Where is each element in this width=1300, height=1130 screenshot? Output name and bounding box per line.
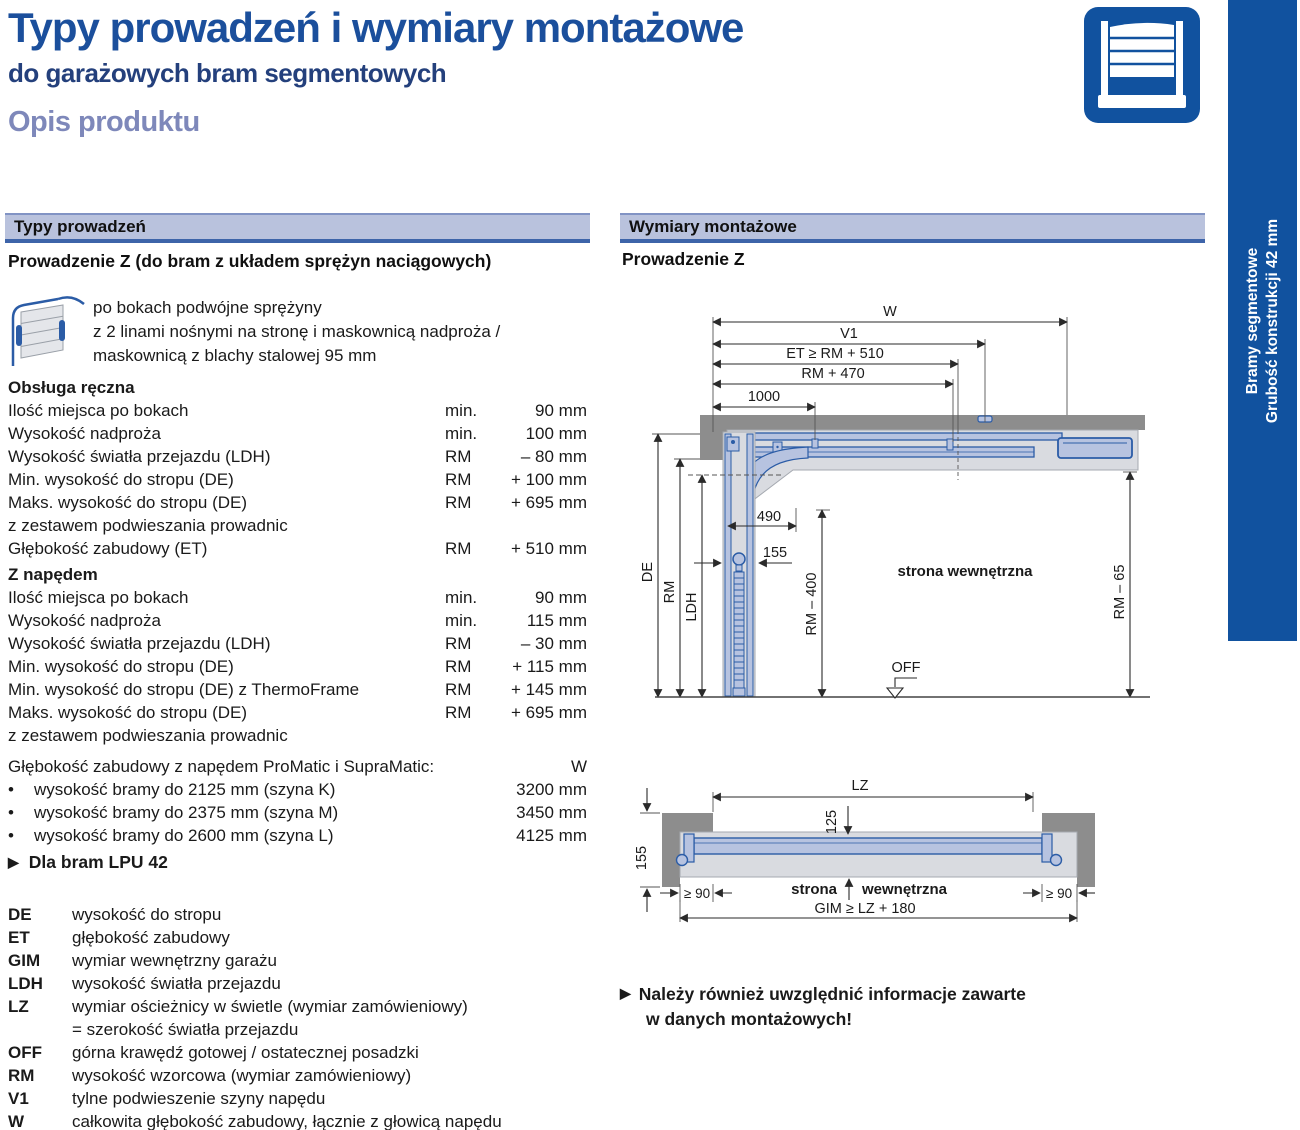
- legend-key: W: [8, 1112, 25, 1130]
- table-row: [8, 537, 587, 560]
- table-row-note: [8, 724, 587, 747]
- note-line1: [620, 982, 1180, 1007]
- row-ref: RM: [445, 634, 472, 653]
- legend-desc: górna krawędź gotowej / ostatecznej posadzki: [72, 1043, 419, 1062]
- installation-note: [620, 982, 1180, 1031]
- row-label: Wysokość światła przejazdu (LDH): [8, 447, 271, 466]
- bullet-icon: •: [8, 826, 14, 845]
- legend-row: [8, 995, 588, 1018]
- legend-desc: wymiar ościeżnicy w świetle (wymiar zamówieniowy): [72, 997, 468, 1016]
- garage-door-icon-svg: [1084, 7, 1200, 123]
- row-label: Min. wysokość do stropu (DE) z ThermoFrame: [8, 680, 360, 699]
- intro-text: [93, 296, 500, 368]
- legend-key: GIM: [8, 951, 41, 970]
- row-value: + 115 mm: [512, 657, 587, 676]
- bullet-icon: •: [8, 803, 14, 822]
- legend-key: DE: [8, 905, 32, 924]
- row-label: wysokość bramy do 2375 mm (szyna M): [34, 803, 339, 822]
- row-label: z zestawem podwieszania prowadnic: [8, 726, 288, 745]
- lpu-note-text: Dla bram LPU 42: [28, 852, 168, 872]
- legend-key: LZ: [8, 997, 29, 1016]
- row-value: 3200 mm: [516, 780, 587, 799]
- inner-side-label: strona wewnętrzna: [897, 563, 1033, 580]
- right-subheader: Prowadzenie Z: [622, 249, 745, 269]
- manual-spec-table: [8, 376, 587, 560]
- off-level-symbol: [887, 678, 917, 698]
- door-track-z-icon: [6, 292, 86, 372]
- side-view-svg: [630, 292, 1190, 712]
- door-track-z-icon-svg: [6, 292, 86, 372]
- row-value: 115 mm: [526, 611, 587, 630]
- legend-key: RM: [8, 1066, 35, 1085]
- row-ref: min.: [445, 611, 478, 630]
- row-value: – 30 mm: [520, 634, 587, 653]
- page-title: Typy prowadzeń i wymiary montażowe: [8, 4, 744, 51]
- table-row: [8, 491, 587, 514]
- row-label: Wysokość nadproża: [8, 611, 161, 630]
- dim-label-ge90-left: ≥ 90: [683, 886, 711, 901]
- legend-row: [8, 1087, 588, 1110]
- row-ref: min.: [445, 401, 478, 420]
- row-label: wysokość bramy do 2600 mm (szyna L): [34, 826, 334, 845]
- right-section-bar: Wymiary montażowe: [620, 213, 1205, 243]
- section-label: Opis produktu: [8, 106, 200, 138]
- side-tab-line2: Grubość konstrukcji 42 mm: [1263, 218, 1281, 423]
- powered-title: Z napędem: [8, 565, 98, 584]
- row-value: + 145 mm: [510, 680, 587, 699]
- row-ref: RM: [445, 447, 472, 466]
- intro-line3: maskownicą z blachy stalowej 95 mm: [93, 346, 377, 365]
- depth-row: [8, 801, 587, 824]
- row-ref: RM: [445, 680, 472, 699]
- row-ref: RM: [445, 493, 472, 512]
- legend-row: [8, 972, 588, 995]
- depth-intro: Głębokość zabudowy z napędem ProMatic i SupraMatic:: [8, 757, 435, 776]
- inner-plan-label-left: strona: [791, 881, 837, 898]
- table-row-note: [8, 514, 587, 537]
- side-tab-text: [1243, 218, 1283, 422]
- row-value: 4125 mm: [516, 826, 587, 845]
- row-value: + 695 mm: [510, 493, 587, 512]
- row-value: + 510 mm: [510, 539, 587, 558]
- door-panel-vertical: [723, 432, 755, 697]
- dim-label-de: DE: [640, 561, 656, 583]
- row-value: + 100 mm: [510, 470, 587, 489]
- dim-label-rm470: RM + 470: [801, 366, 865, 382]
- dim-label-155: 155: [762, 545, 788, 561]
- legend-key: LDH: [8, 974, 43, 993]
- operator-head: [1058, 438, 1132, 458]
- row-ref: RM: [445, 703, 472, 722]
- legend-desc: głębokość zabudowy: [72, 928, 230, 947]
- dim-label-1000: 1000: [747, 389, 781, 405]
- legend-desc: wysokość wzorcowa (wymiar zamówieniowy): [72, 1066, 412, 1085]
- row-label: Wysokość nadproża: [8, 424, 161, 443]
- lpu-note: [8, 852, 168, 873]
- inner-plan-label-right: wewnętrzna: [862, 881, 948, 898]
- dim-label-v1: V1: [840, 326, 858, 342]
- bullet-icon: •: [8, 780, 14, 799]
- legend-row: [8, 903, 588, 926]
- legend-key: ET: [8, 928, 30, 947]
- plan-view-drawing: [630, 772, 1190, 947]
- legend-row: [8, 949, 588, 972]
- depth-header-row: [8, 755, 587, 778]
- row-label: z zestawem podwieszania prowadnic: [8, 516, 288, 535]
- plan-view-svg: [630, 772, 1190, 947]
- dim-label-rm: RM: [662, 580, 678, 604]
- note-text1: Należy również uwzględnić informacje zawarte: [638, 984, 1026, 1004]
- table-row: [8, 609, 587, 632]
- row-value: 90 mm: [535, 588, 587, 607]
- legend-desc: wysokość do stropu: [72, 905, 222, 924]
- dim-label-rm400: RM – 400: [804, 572, 820, 636]
- dim-label-lz: LZ: [851, 778, 869, 794]
- powered-spec-table: [8, 563, 587, 747]
- legend-row: [8, 1041, 588, 1064]
- row-value: – 80 mm: [520, 447, 587, 466]
- legend-key: OFF: [8, 1043, 42, 1062]
- legend-row: [8, 1064, 588, 1087]
- dim-label-ge90-right: ≥ 90: [1045, 886, 1073, 901]
- table-row: [8, 678, 587, 701]
- legend-desc: wysokość światła przejazdu: [72, 974, 281, 993]
- row-label: Maks. wysokość do stropu (DE): [8, 703, 248, 722]
- table-row: [8, 655, 587, 678]
- legend-key: [8, 1018, 72, 1041]
- depth-col-label: W: [570, 757, 587, 776]
- row-label: Wysokość światła przejazdu (LDH): [8, 634, 271, 653]
- row-label: Głębokość zabudowy (ET): [8, 539, 208, 558]
- table-row: [8, 399, 587, 422]
- intro-line2: z 2 linami nośnymi na stronę i maskownicą nadproża /: [93, 322, 501, 341]
- row-label: Maks. wysokość do stropu (DE): [8, 493, 248, 512]
- off-label: OFF: [891, 660, 921, 676]
- dim-label-w: W: [883, 304, 897, 320]
- row-label: wysokość bramy do 2125 mm (szyna K): [34, 780, 336, 799]
- row-ref: RM: [445, 470, 472, 489]
- legend-list: [8, 903, 588, 1130]
- row-ref: min.: [445, 588, 478, 607]
- table-row: [8, 468, 587, 491]
- row-label: Ilość miejsca po bokach: [8, 588, 189, 607]
- manual-title: Obsługa ręczna: [8, 378, 135, 397]
- table-row: [8, 422, 587, 445]
- legend-row: [8, 1110, 588, 1130]
- table-row: [8, 445, 587, 468]
- dim-label-et: ET ≥ RM + 510: [786, 346, 884, 362]
- row-value: + 695 mm: [510, 703, 587, 722]
- page-subtitle: do garażowych bram segmentowych: [8, 58, 447, 88]
- left-subheader: Prowadzenie Z (do bram z układem sprężyn naciągowych): [8, 251, 492, 271]
- side-view-drawing: [630, 292, 1190, 712]
- row-value: 3450 mm: [516, 803, 587, 822]
- operator-depth-table: [8, 755, 587, 847]
- dim-label-490: 490: [756, 509, 782, 525]
- garage-door-icon: [1084, 7, 1200, 123]
- legend-desc: tylne podwieszenie szyny napędu: [72, 1089, 326, 1108]
- dim-label-155-plan: 155: [634, 845, 650, 871]
- dim-label-125: 125: [824, 809, 840, 835]
- side-tab-line1: Bramy segmentowe: [1243, 247, 1261, 394]
- intro-line1: po bokach podwójne sprężyny: [93, 298, 322, 317]
- legend-desc: = szerokość światła przejazdu: [72, 1020, 299, 1039]
- dim-label-gim: GIM ≥ LZ + 180: [814, 901, 916, 917]
- dim-label-rm65: RM – 65: [1112, 564, 1128, 620]
- legend-key: V1: [8, 1089, 29, 1108]
- dim-label-ldh: LDH: [684, 592, 700, 622]
- row-label: Ilość miejsca po bokach: [8, 401, 189, 420]
- row-label: Min. wysokość do stropu (DE): [8, 657, 234, 676]
- pointer-icon: ▶: [620, 985, 631, 1001]
- row-label: Min. wysokość do stropu (DE): [8, 470, 234, 489]
- row-ref: RM: [445, 539, 472, 558]
- table-row: [8, 586, 587, 609]
- row-ref: min.: [445, 424, 478, 443]
- note-line2: w danych montażowych!: [646, 1009, 853, 1029]
- row-ref: RM: [445, 657, 472, 676]
- legend-row: [8, 1018, 588, 1041]
- row-value: 100 mm: [525, 424, 587, 443]
- legend-row: [8, 926, 588, 949]
- depth-row: [8, 824, 587, 847]
- legend-desc: wymiar wewnętrzny garażu: [72, 951, 278, 970]
- table-row: [8, 632, 587, 655]
- depth-row: [8, 778, 587, 801]
- row-value: 90 mm: [535, 401, 587, 420]
- left-section-bar: Typy prowadzeń: [5, 213, 590, 243]
- pointer-icon: ▶: [8, 854, 19, 870]
- table-row: [8, 701, 587, 724]
- side-tab: [1228, 0, 1297, 641]
- legend-desc: całkowita głębokość zabudowy, łącznie z głowicą napędu: [72, 1112, 502, 1130]
